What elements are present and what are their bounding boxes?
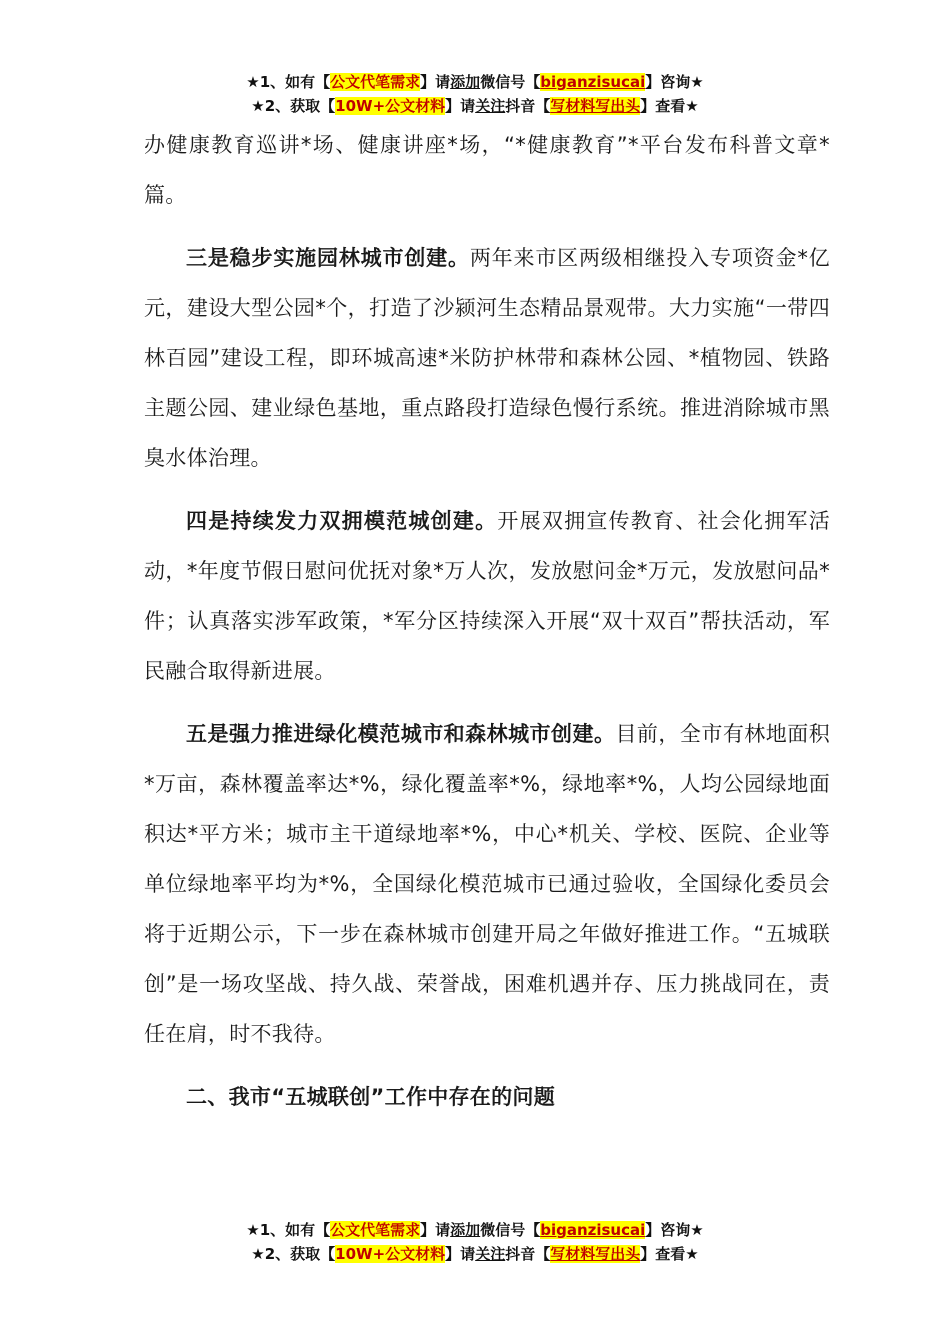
banner-highlight: 写材料写出头 (550, 97, 641, 115)
banner-text: 微信号【 (480, 73, 541, 91)
banner-highlight: 10W+公文材料 (335, 97, 446, 115)
banner-text: 抖音【 (505, 1245, 551, 1263)
paragraph (144, 233, 830, 483)
star-icon: ★ (246, 1221, 260, 1239)
footer-banner (0, 1218, 950, 1266)
banner-highlight: 10W+公文材料 (335, 1245, 446, 1263)
paragraph: 办健康教育巡讲*场、健康讲座*场，“*健康教育”*平台发布科普文章*篇。 (144, 133, 830, 207)
star-icon: ★ (690, 73, 704, 91)
banner-highlight: 写材料写出头 (550, 1245, 641, 1263)
banner-text: 】请 (420, 73, 451, 91)
paragraph-text: 目前，全市有林地面积*万亩，森林覆盖率达*%，绿化覆盖率*%，绿地率*%，人均公园绿地面积达*平方米；城市主干道绿地率*%，中心*机关、学校、医院、企业等单位绿地率平均为*%，全国绿化模范城市已通过验收，全国绿化委员会将于近期公示，下一步在森林城市创建开局之年做好推进工作。“五城联创”是一场攻坚战、持久战、荣誉战，困难机遇并存、压力挑战同在，责任在肩，时不我待。 (144, 722, 831, 1046)
banner-emphasis: 关注 (475, 1245, 506, 1263)
banner-highlight: 公文代笔需求 (330, 73, 421, 91)
banner-text: 2、获取【 (264, 1245, 336, 1263)
paragraph (144, 496, 830, 696)
banner-highlight: biganzisucai (540, 73, 646, 91)
banner-text: 1、如有【 (259, 1221, 331, 1239)
banner-highlight: biganzisucai (540, 1221, 646, 1239)
banner-text: 】咨询 (645, 1221, 691, 1239)
paragraph-lead: 三是稳步实施园林城市创建。 (186, 246, 470, 270)
banner-text: 】请 (420, 1221, 451, 1239)
banner-text: 】咨询 (645, 73, 691, 91)
star-icon: ★ (685, 1245, 699, 1263)
banner-text: 】查看 (640, 97, 686, 115)
banner-text: 】请 (445, 97, 476, 115)
paragraph-lead: 四是持续发力双拥模范城创建。 (186, 509, 498, 533)
banner-text: 微信号【 (480, 1221, 541, 1239)
banner-emphasis: 添加 (450, 73, 481, 91)
banner-highlight: 公文代笔需求 (330, 1221, 421, 1239)
banner-emphasis: 添加 (450, 1221, 481, 1239)
banner-line-2 (0, 94, 950, 118)
banner-text: 】查看 (640, 1245, 686, 1263)
banner-text: 1、如有【 (259, 73, 331, 91)
star-icon: ★ (685, 97, 699, 115)
banner-emphasis: 关注 (475, 97, 506, 115)
star-icon: ★ (246, 73, 260, 91)
banner-text: 】请 (445, 1245, 476, 1263)
paragraph-lead: 五是强力推进绿化模范城市和森林城市创建。 (186, 722, 616, 746)
banner-text: 抖音【 (505, 97, 551, 115)
paragraph (144, 709, 830, 1059)
section-heading: 二、我市“五城联创”工作中存在的问题 (186, 1085, 556, 1109)
star-icon: ★ (251, 1245, 265, 1263)
banner-line-1 (0, 70, 950, 94)
banner-text: 2、获取【 (264, 97, 336, 115)
paragraph-text: 开展双拥宣传教育、社会化拥军活动，*年度节假日慰问优抚对象*万人次，发放慰问金*万元，发放慰问品*件；认真落实涉军政策，*军分区持续深入开展“双十双百”帮扶活动，军民融合取得新进展。 (144, 509, 831, 683)
star-icon: ★ (251, 97, 265, 115)
document-body (144, 120, 830, 1135)
paragraph-text: 两年来市区两级相继投入专项资金*亿元，建设大型公园*个，打造了沙颍河生态精品景观带。大力实施“一带四林百园”建设工程，即环城高速*米防护林带和森林公园、*植物园、铁路主题公园、建业绿色基地，重点路段打造绿色慢行系统。推进消除城市黑臭水体治理。 (144, 246, 830, 470)
banner-line-1 (0, 1218, 950, 1242)
header-banner (0, 70, 950, 118)
banner-line-2 (0, 1242, 950, 1266)
star-icon: ★ (690, 1221, 704, 1239)
